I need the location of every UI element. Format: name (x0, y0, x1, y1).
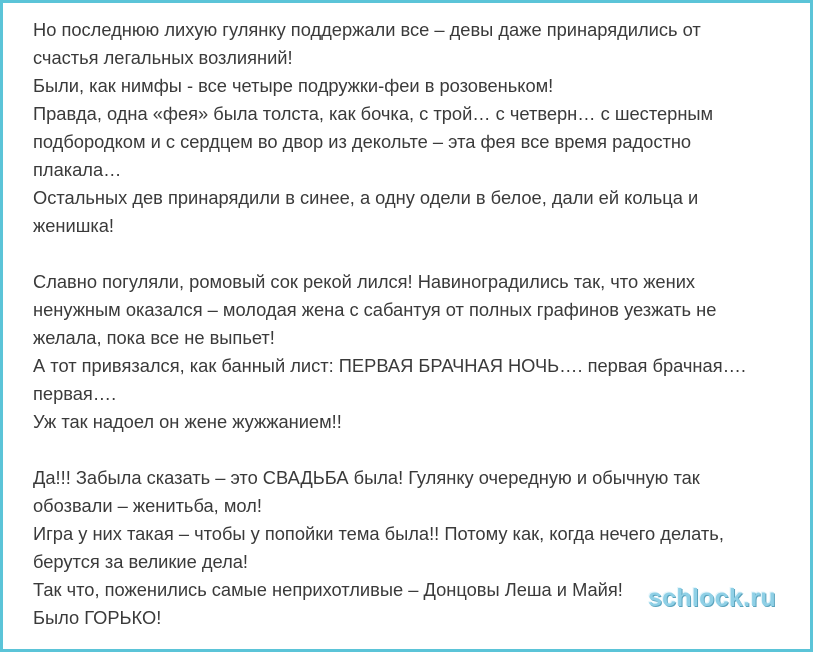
site-watermark: schlock.ru (647, 584, 776, 612)
text-line: первая…. (33, 383, 117, 404)
text-line: Славно погуляли, ромовый сок рекой лился! Навиноградились так, что жених (33, 271, 696, 292)
text-line: Правда, одна «фея» была толста, как бочка, с трой… с четверн… с шестерным (33, 103, 714, 124)
text-line: ненужным оказался – молодая жена с сабантуя от полных графинов уезжать не (33, 299, 717, 320)
text-line: желала, пока все не выпьет! (33, 327, 275, 348)
blank-line (33, 436, 803, 464)
blank-line (33, 240, 803, 268)
text-line: женишка! (33, 215, 115, 236)
text-line: плакала… (33, 159, 122, 180)
text-line: подбородком и с сердцем во двор из декольте – эта фея все время радостно (33, 131, 692, 152)
text-line: Игра у них такая – чтобы у попойки тема была!! Потому как, когда нечего делать, (33, 523, 724, 544)
text-line: обозвали – женитьба, мол! (33, 495, 262, 516)
text-line: Но последнюю лихую гулянку поддержали все – девы даже принарядились от (33, 19, 701, 40)
text-line: Было ГОРЬКО! (33, 607, 162, 628)
text-line: Остальных дев принарядили в синее, а одну одели в белое, дали ей кольца и (33, 187, 699, 208)
text-line: Были, как нимфы - все четыре подружки-феи в розовеньком! (33, 75, 554, 96)
text-line: Так что, поженились самые неприхотливые – Донцовы Леша и Майя! (33, 579, 623, 600)
text-line: А тот привязался, как банный лист: ПЕРВАЯ БРАЧНАЯ НОЧЬ…. первая брачная…. (33, 355, 746, 376)
text-line: счастья легальных возлияний! (33, 47, 293, 68)
story-text (33, 16, 803, 632)
text-line: Уж так надоел он жене жужжанием!! (33, 411, 342, 432)
text-line: берутся за великие дела! (33, 551, 248, 572)
text-line: Да!!! Забыла сказать – это СВАДЬБА была! Гулянку очередную и обычную так (33, 467, 700, 488)
